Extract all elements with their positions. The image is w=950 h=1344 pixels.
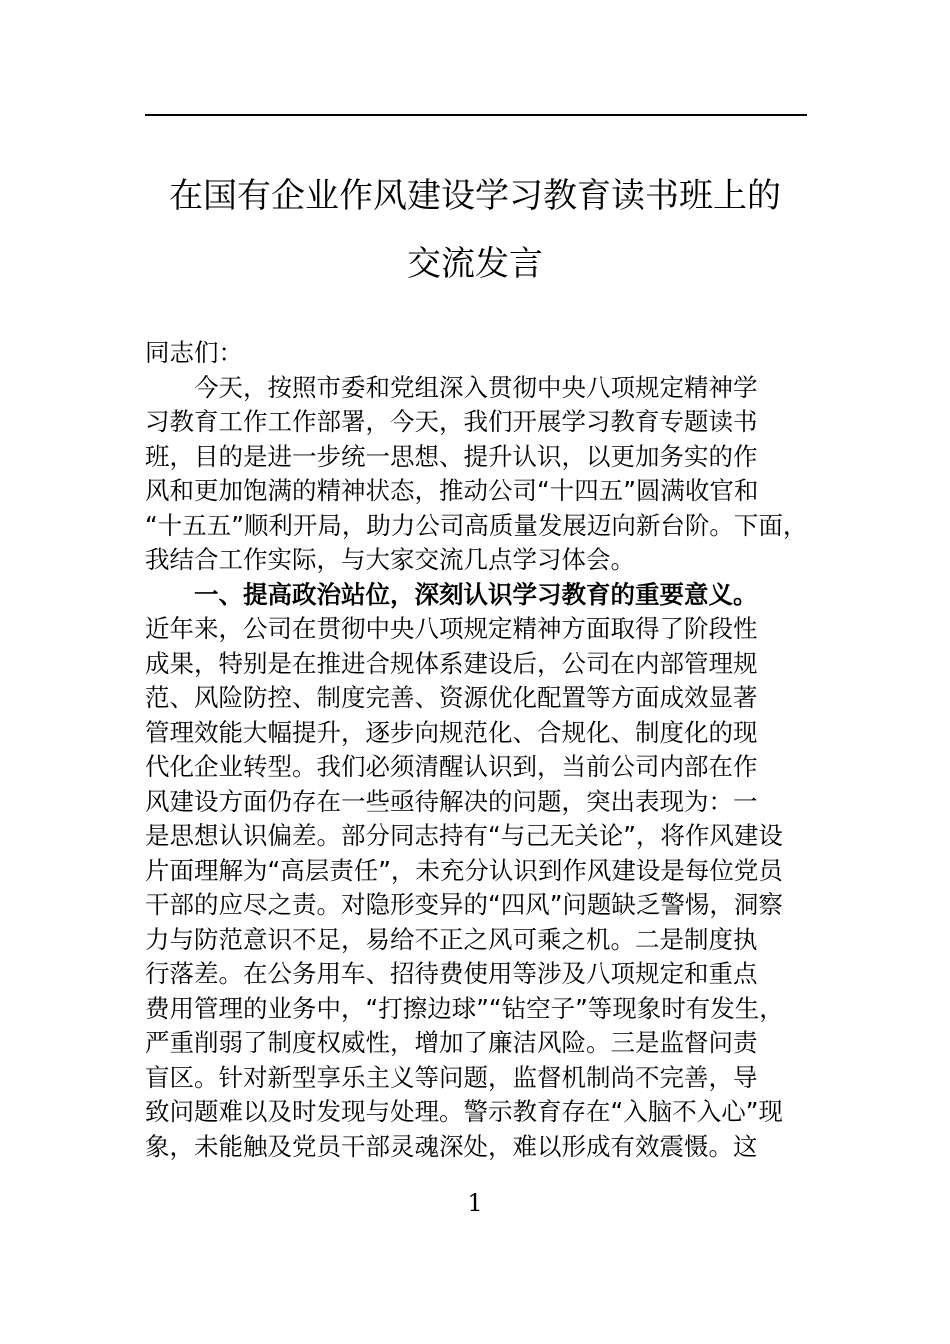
document-title-line-1: 在国有企业作风建设学习教育读书班上的 — [169, 176, 781, 216]
body-line: 管理效能大幅提升，逐步向规范化、合规化、制度化的现 — [145, 717, 758, 747]
page-number: 1 — [467, 1189, 483, 1217]
body-line: 费用管理的业务中，“打擦边球”“钻空子”等现象时有发生， — [145, 993, 784, 1023]
body-line: 盲区。针对新型享乐主义等问题，监督机制尚不完善，导 — [145, 1062, 758, 1092]
body-line: 代化企业转型。我们必须清醒认识到，当前公司内部在作 — [145, 752, 758, 781]
body-line: “十五五”顺利开局，助力公司高质量发展迈向新台阶。下面， — [145, 510, 808, 540]
body-line: 片面理解为“高层责任”，未充分认识到作风建设是每位党员 — [145, 855, 783, 885]
body-line: 今天，按照市委和党组深入贯彻中央八项规定精神学 — [194, 372, 758, 402]
body-line: 象，未能触及党员干部灵魂深处，难以形成有效震慑。这 — [145, 1131, 758, 1161]
body-line: 我结合工作实际，与大家交流几点学习体会。 — [145, 545, 635, 574]
section-heading: 一、提高政治站位，深刻认识学习教育的重要意义。 — [194, 579, 758, 609]
body-line: 成果，特别是在推进合规体系建设后，公司在内部管理规 — [145, 648, 758, 678]
document-body — [145, 336, 845, 1164]
body-line: 风建设方面仍存在一些亟待解决的问题，突出表现为：一 — [145, 786, 758, 816]
header-rule — [145, 114, 807, 116]
body-line: 行落差。在公务用车、招待费使用等涉及八项规定和重点 — [145, 959, 758, 988]
body-line: 习教育工作工作部署，今天，我们开展学习教育专题读书 — [145, 407, 758, 436]
body-line: 范、风险防控、制度完善、资源优化配置等方面成效显著 — [145, 683, 758, 712]
body-line: 是思想认识偏差。部分同志持有“与己无关论”，将作风建设 — [145, 821, 783, 850]
body-line: 干部的应尽之责。对隐形变异的“四风”问题缺乏警惕，洞察 — [145, 890, 783, 919]
body-line: 力与防范意识不足，易给不正之风可乘之机。二是制度执 — [145, 924, 758, 954]
body-line: 致问题难以及时发现与处理。警示教育存在“入脑不入心”现 — [145, 1097, 783, 1126]
salutation: 同志们： — [145, 338, 243, 367]
body-line: 风和更加饱满的精神状态，推动公司“十四五”圆满收官和 — [145, 476, 759, 505]
body-line: 近年来，公司在贯彻中央八项规定精神方面取得了阶段性 — [145, 614, 758, 643]
body-line: 严重削弱了制度权威性，增加了廉洁风险。三是监督问责 — [145, 1028, 758, 1057]
body-line: 班，目的是进一步统一思想、提升认识，以更加务实的作 — [145, 441, 758, 471]
document-title-line-2: 交流发言 — [407, 244, 543, 284]
